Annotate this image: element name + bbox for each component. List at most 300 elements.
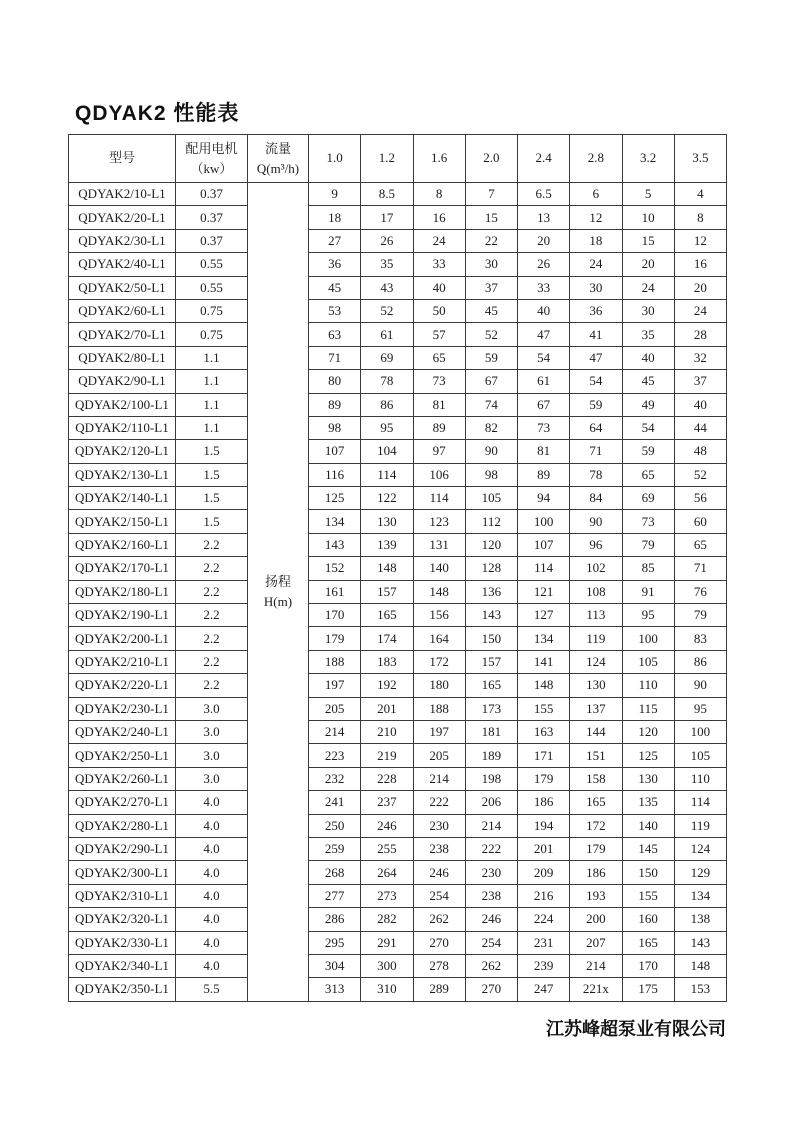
head-label-line1: 扬程	[264, 574, 291, 590]
head-value-cell: 65	[413, 346, 465, 369]
head-value-cell: 125	[309, 487, 361, 510]
header-flow-value: 3.5	[674, 135, 726, 183]
head-value-cell: 44	[674, 416, 726, 439]
motor-kw-cell: 2.2	[176, 627, 248, 650]
head-value-cell: 119	[570, 627, 622, 650]
head-value-cell: 173	[465, 697, 517, 720]
head-value-cell: 100	[518, 510, 570, 533]
head-value-cell: 22	[465, 229, 517, 252]
head-value-cell: 65	[622, 463, 674, 486]
motor-kw-cell: 2.2	[176, 533, 248, 556]
head-value-cell: 164	[413, 627, 465, 650]
model-cell: QDYAK2/120-L1	[69, 440, 176, 463]
head-value-cell: 110	[674, 767, 726, 790]
head-value-cell: 95	[622, 604, 674, 627]
head-value-cell: 30	[622, 299, 674, 322]
head-value-cell: 170	[622, 954, 674, 977]
motor-kw-cell: 0.37	[176, 206, 248, 229]
head-value-cell: 241	[309, 791, 361, 814]
model-cell: QDYAK2/170-L1	[69, 557, 176, 580]
head-value-cell: 10	[622, 206, 674, 229]
head-value-cell: 95	[361, 416, 413, 439]
head-value-cell: 270	[465, 978, 517, 1001]
head-value-cell: 124	[674, 837, 726, 860]
head-value-cell: 239	[518, 954, 570, 977]
head-value-cell: 216	[518, 884, 570, 907]
head-value-cell: 143	[465, 604, 517, 627]
head-value-cell: 84	[570, 487, 622, 510]
head-value-cell: 33	[518, 276, 570, 299]
head-value-cell: 28	[674, 323, 726, 346]
motor-kw-cell: 5.5	[176, 978, 248, 1001]
head-value-cell: 231	[518, 931, 570, 954]
head-value-cell: 143	[674, 931, 726, 954]
head-value-cell: 71	[674, 557, 726, 580]
head-value-cell: 135	[622, 791, 674, 814]
head-value-cell: 188	[309, 650, 361, 673]
head-value-cell: 172	[570, 814, 622, 837]
head-value-cell: 124	[570, 650, 622, 673]
head-value-cell: 9	[309, 183, 361, 206]
head-value-cell: 40	[622, 346, 674, 369]
head-value-cell: 91	[622, 580, 674, 603]
head-value-cell: 64	[570, 416, 622, 439]
head-value-cell: 105	[674, 744, 726, 767]
head-value-cell: 110	[622, 674, 674, 697]
head-value-cell: 76	[674, 580, 726, 603]
table-row	[69, 229, 727, 252]
motor-kw-cell: 0.37	[176, 229, 248, 252]
head-value-cell: 47	[518, 323, 570, 346]
head-value-cell: 179	[570, 837, 622, 860]
head-value-cell: 107	[309, 440, 361, 463]
head-value-cell: 198	[465, 767, 517, 790]
head-value-cell: 255	[361, 837, 413, 860]
head-value-cell: 268	[309, 861, 361, 884]
motor-kw-cell: 0.55	[176, 276, 248, 299]
motor-kw-cell: 3.0	[176, 767, 248, 790]
table-row	[69, 299, 727, 322]
head-value-cell: 24	[622, 276, 674, 299]
head-value-cell: 165	[465, 674, 517, 697]
table-row	[69, 931, 727, 954]
head-value-cell: 163	[518, 720, 570, 743]
head-value-cell: 108	[570, 580, 622, 603]
head-value-cell: 37	[465, 276, 517, 299]
head-value-cell: 170	[309, 604, 361, 627]
head-value-cell: 200	[570, 908, 622, 931]
header-flow-line2: Q(m³/h)	[256, 160, 300, 176]
table-row	[69, 861, 727, 884]
header-flow-value: 2.0	[465, 135, 517, 183]
model-cell: QDYAK2/200-L1	[69, 627, 176, 650]
head-value-cell: 140	[622, 814, 674, 837]
head-value-cell: 100	[622, 627, 674, 650]
head-value-cell: 136	[465, 580, 517, 603]
head-value-cell: 148	[361, 557, 413, 580]
table-body	[69, 183, 727, 1002]
head-value-cell: 129	[674, 861, 726, 884]
motor-kw-cell: 0.75	[176, 299, 248, 322]
head-value-cell: 122	[361, 487, 413, 510]
table-row	[69, 650, 727, 673]
head-value-cell: 52	[674, 463, 726, 486]
table-row	[69, 253, 727, 276]
head-value-cell: 145	[622, 837, 674, 860]
head-value-cell: 36	[570, 299, 622, 322]
model-cell: QDYAK2/300-L1	[69, 861, 176, 884]
motor-kw-cell: 1.1	[176, 370, 248, 393]
head-value-cell: 114	[518, 557, 570, 580]
head-value-cell: 246	[413, 861, 465, 884]
head-value-cell: 214	[413, 767, 465, 790]
table-row	[69, 346, 727, 369]
head-value-cell: 210	[361, 720, 413, 743]
head-value-cell: 214	[309, 720, 361, 743]
company-name: 江苏峰超泵业有限公司	[546, 1019, 726, 1039]
head-value-cell: 228	[361, 767, 413, 790]
table-row	[69, 720, 727, 743]
head-value-cell: 160	[622, 908, 674, 931]
model-cell: QDYAK2/190-L1	[69, 604, 176, 627]
head-value-cell: 148	[674, 954, 726, 977]
head-value-cell: 193	[570, 884, 622, 907]
model-cell: QDYAK2/330-L1	[69, 931, 176, 954]
head-value-cell: 238	[465, 884, 517, 907]
head-value-cell: 300	[361, 954, 413, 977]
head-value-cell: 264	[361, 861, 413, 884]
head-value-cell: 26	[518, 253, 570, 276]
table-header	[69, 135, 727, 183]
head-value-cell: 8	[413, 183, 465, 206]
model-cell: QDYAK2/150-L1	[69, 510, 176, 533]
head-value-cell: 157	[361, 580, 413, 603]
head-value-cell: 254	[413, 884, 465, 907]
motor-kw-cell: 4.0	[176, 814, 248, 837]
head-value-cell: 186	[570, 861, 622, 884]
head-value-cell: 56	[674, 487, 726, 510]
head-value-cell: 262	[413, 908, 465, 931]
head-merged-cell	[248, 183, 309, 1002]
table-row	[69, 744, 727, 767]
table-row	[69, 323, 727, 346]
header-row	[69, 135, 727, 183]
head-value-cell: 27	[309, 229, 361, 252]
model-cell: QDYAK2/110-L1	[69, 416, 176, 439]
head-value-cell: 5	[622, 183, 674, 206]
head-value-cell: 286	[309, 908, 361, 931]
head-value-cell: 35	[622, 323, 674, 346]
motor-kw-cell: 1.5	[176, 487, 248, 510]
motor-kw-cell: 2.2	[176, 604, 248, 627]
head-value-cell: 152	[309, 557, 361, 580]
head-value-cell: 7	[465, 183, 517, 206]
head-value-cell: 49	[622, 393, 674, 416]
head-value-cell: 105	[622, 650, 674, 673]
head-value-cell: 304	[309, 954, 361, 977]
head-value-cell: 16	[413, 206, 465, 229]
head-value-cell: 138	[674, 908, 726, 931]
motor-kw-cell: 0.37	[176, 183, 248, 206]
head-value-cell: 230	[465, 861, 517, 884]
head-value-cell: 125	[622, 744, 674, 767]
head-value-cell: 120	[465, 533, 517, 556]
head-value-cell: 172	[413, 650, 465, 673]
motor-kw-cell: 4.0	[176, 861, 248, 884]
model-cell: QDYAK2/350-L1	[69, 978, 176, 1001]
head-value-cell: 78	[570, 463, 622, 486]
table-row	[69, 767, 727, 790]
head-value-cell: 262	[465, 954, 517, 977]
head-value-cell: 20	[518, 229, 570, 252]
head-value-cell: 116	[309, 463, 361, 486]
head-value-cell: 223	[309, 744, 361, 767]
table-row	[69, 697, 727, 720]
head-value-cell: 214	[465, 814, 517, 837]
head-value-cell: 86	[361, 393, 413, 416]
motor-kw-cell: 4.0	[176, 931, 248, 954]
head-value-cell: 205	[309, 697, 361, 720]
head-value-cell: 144	[570, 720, 622, 743]
head-value-cell: 89	[518, 463, 570, 486]
head-value-cell: 206	[465, 791, 517, 814]
head-value-cell: 18	[309, 206, 361, 229]
table-row	[69, 814, 727, 837]
head-value-cell: 270	[413, 931, 465, 954]
header-flow-line1: 流量	[264, 141, 291, 156]
head-value-cell: 53	[309, 299, 361, 322]
head-value-cell: 20	[674, 276, 726, 299]
head-value-cell: 114	[361, 463, 413, 486]
head-value-cell: 67	[518, 393, 570, 416]
table-row	[69, 533, 727, 556]
head-value-cell: 71	[309, 346, 361, 369]
head-value-cell: 40	[674, 393, 726, 416]
head-value-cell: 6	[570, 183, 622, 206]
head-value-cell: 134	[309, 510, 361, 533]
motor-kw-cell: 2.2	[176, 674, 248, 697]
head-value-cell: 209	[518, 861, 570, 884]
head-value-cell: 219	[361, 744, 413, 767]
head-value-cell: 85	[622, 557, 674, 580]
head-value-cell: 59	[570, 393, 622, 416]
model-cell: QDYAK2/260-L1	[69, 767, 176, 790]
head-value-cell: 52	[361, 299, 413, 322]
head-value-cell: 130	[622, 767, 674, 790]
head-value-cell: 120	[622, 720, 674, 743]
head-value-cell: 119	[674, 814, 726, 837]
motor-kw-cell: 4.0	[176, 954, 248, 977]
head-value-cell: 89	[309, 393, 361, 416]
head-value-cell: 181	[465, 720, 517, 743]
head-value-cell: 35	[361, 253, 413, 276]
header-flow	[248, 135, 309, 183]
motor-kw-cell: 2.2	[176, 557, 248, 580]
head-value-cell: 128	[465, 557, 517, 580]
head-value-cell: 141	[518, 650, 570, 673]
head-value-cell: 100	[674, 720, 726, 743]
model-cell: QDYAK2/50-L1	[69, 276, 176, 299]
model-cell: QDYAK2/30-L1	[69, 229, 176, 252]
head-value-cell: 156	[413, 604, 465, 627]
model-cell: QDYAK2/80-L1	[69, 346, 176, 369]
head-value-cell: 151	[570, 744, 622, 767]
head-value-cell: 50	[413, 299, 465, 322]
table-row	[69, 978, 727, 1001]
head-value-cell: 12	[570, 206, 622, 229]
head-value-cell: 289	[413, 978, 465, 1001]
head-value-cell: 222	[413, 791, 465, 814]
head-value-cell: 54	[622, 416, 674, 439]
head-value-cell: 4	[674, 183, 726, 206]
head-value-cell: 183	[361, 650, 413, 673]
head-value-cell: 157	[465, 650, 517, 673]
head-value-cell: 238	[413, 837, 465, 860]
model-cell: QDYAK2/290-L1	[69, 837, 176, 860]
head-value-cell: 48	[674, 440, 726, 463]
head-value-cell: 165	[570, 791, 622, 814]
head-value-cell: 150	[622, 861, 674, 884]
header-motor-power-line1: 配用电机	[185, 141, 238, 156]
head-value-cell: 6.5	[518, 183, 570, 206]
head-value-cell: 104	[361, 440, 413, 463]
head-value-cell: 18	[570, 229, 622, 252]
head-value-cell: 65	[674, 533, 726, 556]
header-model: 型号	[69, 135, 176, 183]
head-value-cell: 313	[309, 978, 361, 1001]
model-cell: QDYAK2/100-L1	[69, 393, 176, 416]
header-flow-value: 1.0	[309, 135, 361, 183]
head-value-cell: 273	[361, 884, 413, 907]
head-value-cell: 74	[465, 393, 517, 416]
head-value-cell: 207	[570, 931, 622, 954]
table-row	[69, 674, 727, 697]
head-value-cell: 73	[518, 416, 570, 439]
head-value-cell: 97	[413, 440, 465, 463]
head-value-cell: 197	[309, 674, 361, 697]
table-row	[69, 206, 727, 229]
head-value-cell: 24	[674, 299, 726, 322]
head-value-cell: 112	[465, 510, 517, 533]
motor-kw-cell: 2.2	[176, 580, 248, 603]
head-value-cell: 61	[361, 323, 413, 346]
head-value-cell: 179	[518, 767, 570, 790]
head-value-cell: 8	[674, 206, 726, 229]
head-value-cell: 105	[465, 487, 517, 510]
head-value-cell: 155	[518, 697, 570, 720]
head-value-cell: 123	[413, 510, 465, 533]
model-cell: QDYAK2/340-L1	[69, 954, 176, 977]
head-value-cell: 113	[570, 604, 622, 627]
head-value-cell: 36	[309, 253, 361, 276]
table-row	[69, 837, 727, 860]
head-value-cell: 158	[570, 767, 622, 790]
head-value-cell: 165	[622, 931, 674, 954]
head-value-cell: 165	[361, 604, 413, 627]
head-value-cell: 130	[570, 674, 622, 697]
motor-kw-cell: 4.0	[176, 837, 248, 860]
head-value-cell: 90	[674, 674, 726, 697]
model-cell: QDYAK2/90-L1	[69, 370, 176, 393]
motor-kw-cell: 4.0	[176, 884, 248, 907]
head-value-cell: 114	[413, 487, 465, 510]
head-value-cell: 277	[309, 884, 361, 907]
head-value-cell: 130	[361, 510, 413, 533]
head-value-cell: 98	[465, 463, 517, 486]
table-row	[69, 463, 727, 486]
header-motor-power	[176, 135, 248, 183]
head-value-cell: 60	[674, 510, 726, 533]
head-value-cell: 41	[570, 323, 622, 346]
head-value-cell: 8.5	[361, 183, 413, 206]
motor-kw-cell: 4.0	[176, 791, 248, 814]
head-value-cell: 33	[413, 253, 465, 276]
motor-kw-cell: 3.0	[176, 720, 248, 743]
motor-kw-cell: 0.75	[176, 323, 248, 346]
head-value-cell: 134	[518, 627, 570, 650]
motor-kw-cell: 3.0	[176, 744, 248, 767]
head-value-cell: 52	[465, 323, 517, 346]
head-value-cell: 161	[309, 580, 361, 603]
head-value-cell: 30	[465, 253, 517, 276]
model-cell: QDYAK2/280-L1	[69, 814, 176, 837]
head-value-cell: 137	[570, 697, 622, 720]
motor-kw-cell: 1.5	[176, 440, 248, 463]
head-value-cell: 40	[518, 299, 570, 322]
head-value-cell: 150	[465, 627, 517, 650]
model-cell: QDYAK2/180-L1	[69, 580, 176, 603]
head-value-cell: 79	[674, 604, 726, 627]
head-value-cell: 54	[570, 370, 622, 393]
head-value-cell: 40	[413, 276, 465, 299]
head-value-cell: 171	[518, 744, 570, 767]
motor-kw-cell: 0.55	[176, 253, 248, 276]
model-cell: QDYAK2/130-L1	[69, 463, 176, 486]
table-row	[69, 393, 727, 416]
head-value-cell: 237	[361, 791, 413, 814]
model-cell: QDYAK2/20-L1	[69, 206, 176, 229]
performance-table	[68, 134, 727, 1002]
head-value-cell: 153	[674, 978, 726, 1001]
head-value-cell: 205	[413, 744, 465, 767]
head-value-cell: 186	[518, 791, 570, 814]
head-value-cell: 79	[622, 533, 674, 556]
head-value-cell: 54	[518, 346, 570, 369]
page-title: QDYAK2 性能表	[75, 102, 240, 125]
head-value-cell: 57	[413, 323, 465, 346]
head-value-cell: 59	[465, 346, 517, 369]
head-value-cell: 192	[361, 674, 413, 697]
model-cell: QDYAK2/10-L1	[69, 183, 176, 206]
head-value-cell: 134	[674, 884, 726, 907]
model-cell: QDYAK2/140-L1	[69, 487, 176, 510]
table-row	[69, 370, 727, 393]
head-value-cell: 24	[570, 253, 622, 276]
head-value-cell: 47	[570, 346, 622, 369]
motor-kw-cell: 1.1	[176, 346, 248, 369]
head-value-cell: 259	[309, 837, 361, 860]
table-row	[69, 580, 727, 603]
model-cell: QDYAK2/230-L1	[69, 697, 176, 720]
header-motor-power-line2: （kw）	[190, 160, 233, 176]
model-cell: QDYAK2/70-L1	[69, 323, 176, 346]
head-value-cell: 214	[570, 954, 622, 977]
head-value-cell: 221x	[570, 978, 622, 1001]
head-value-cell: 15	[465, 206, 517, 229]
head-value-cell: 114	[674, 791, 726, 814]
table-row	[69, 884, 727, 907]
head-value-cell: 148	[413, 580, 465, 603]
